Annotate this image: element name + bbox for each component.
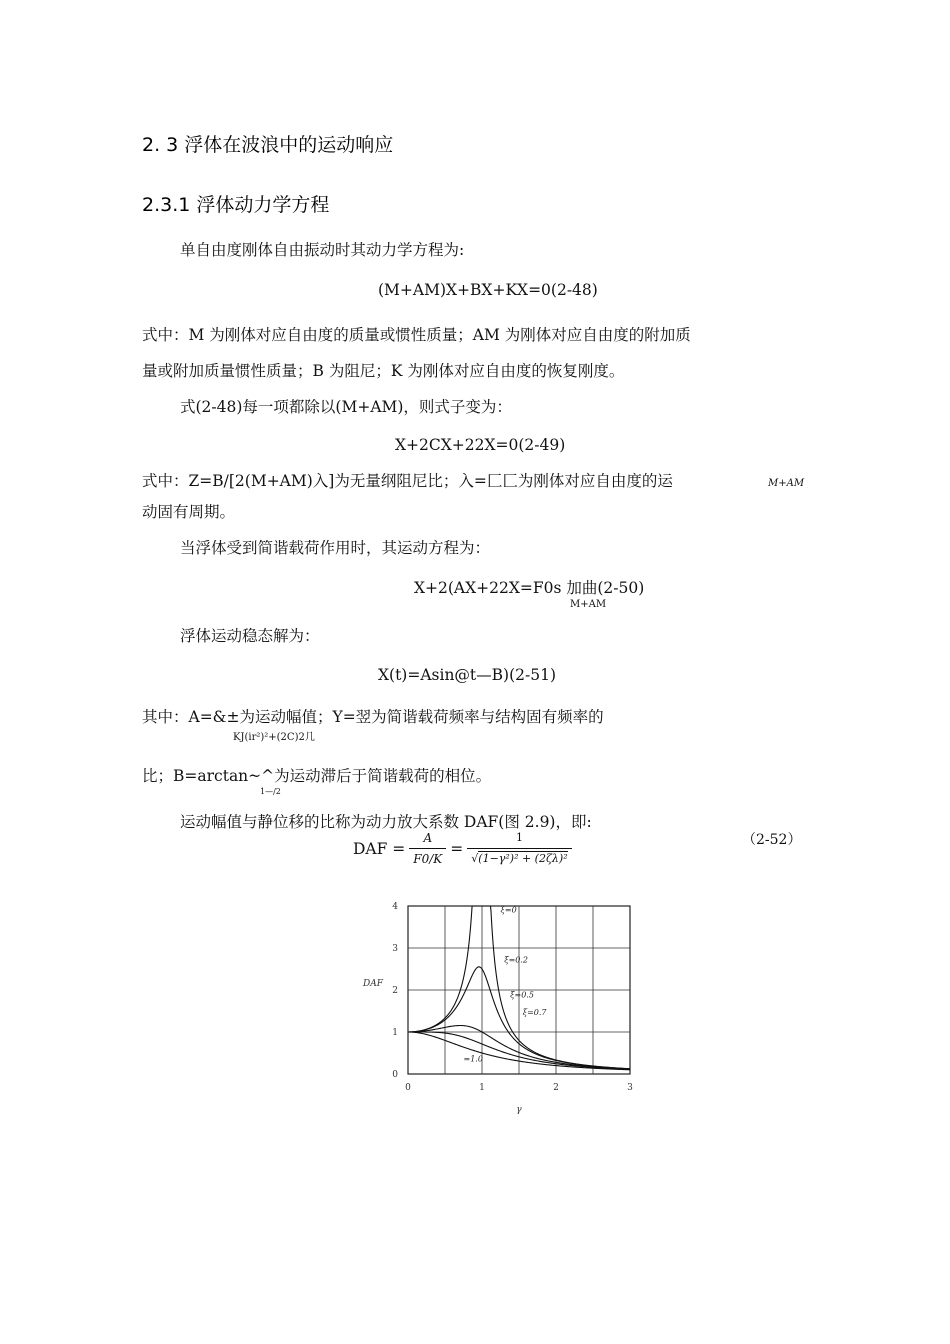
fraction-1-denominator: F0/K <box>413 852 443 866</box>
fraction-2-denominator: √(1−γ²)² + (2ζλ)² <box>471 852 568 865</box>
x-tick-label: 0 <box>405 1083 411 1093</box>
subsection-title: 2.3.1 浮体动力学方程 <box>142 194 330 216</box>
equation-2-50-subscript: M+AM <box>570 599 607 610</box>
y-tick-label: 2 <box>392 986 398 996</box>
fraction-1-numerator: A <box>409 828 446 849</box>
fraction-sqrt <box>467 828 571 869</box>
y-tick-label: 0 <box>392 1070 398 1080</box>
paragraph-3: 式(2-48)每一项都除以(M+AM)，则式子变为： <box>180 398 512 416</box>
chart-labels <box>362 902 633 1115</box>
equation-2-52-number: （2-52） <box>742 832 802 848</box>
paragraph-8-subscript: 1—/2 <box>260 787 281 796</box>
fraction-a-over-f0k <box>409 828 446 869</box>
equation-2-48: (M+AM)X+BX+KX=0(2-48) <box>378 281 598 299</box>
daf-lhs: DAF = <box>353 839 406 858</box>
paragraph-7-line-1: 其中：A=&±为运动幅值；Y=翌为简谐载荷频率与结构固有频率的 <box>142 708 604 726</box>
paragraph-4-line-1: 式中：Z=B/[2(M+AM)入]为无量纲阻尼比；入=匚匚为刚体对应自由度的运 <box>142 472 673 490</box>
x-tick-label: 2 <box>553 1083 559 1093</box>
paragraph-9: 运动幅值与静位移的比称为动力放大系数 DAF(图 2.9)，即: <box>180 813 592 831</box>
paragraph-4-line-2: 动固有周期。 <box>142 503 236 521</box>
y-axis-label: DAF <box>363 978 383 989</box>
x-tick-label: 1 <box>479 1083 485 1093</box>
equation-2-49: X+2CX+22X=0(2-49) <box>395 436 566 454</box>
y-tick-label: 1 <box>392 1028 398 1038</box>
equation-2-50: X+2(AX+22X=F0s 加曲(2-50) <box>414 579 645 597</box>
x-tick-label: 3 <box>627 1083 633 1093</box>
series-annotation: ξ=0 <box>500 905 517 915</box>
x-axis-label: γ <box>516 1105 522 1115</box>
equation-2-51: X(t)=Asin@t—B)(2-51) <box>378 666 557 684</box>
sqrt-radicand: (1−γ²)² + (2ζλ)² <box>478 852 568 865</box>
series-annotation: ξ=0.7 <box>522 1008 547 1018</box>
series-annotation: ξ=0.2 <box>504 955 529 965</box>
paragraph-4-side-note: M+AM <box>768 478 805 489</box>
series-annotation: ξ=0.5 <box>510 990 534 1000</box>
fraction-2-numerator: 1 <box>467 828 571 849</box>
paragraph-6: 浮体运动稳态解为： <box>180 627 320 645</box>
section-title: 2. 3 浮体在波浪中的运动响应 <box>142 134 394 156</box>
paragraph-1: 单自由度刚体自由振动时其动力学方程为: <box>180 241 465 259</box>
y-tick-label: 4 <box>392 902 398 912</box>
series-annotation: =1.0 <box>463 1054 483 1064</box>
paragraph-2-line-1: 式中：M 为刚体对应自由度的质量或惯性质量；AM 为刚体对应自由度的附加质 <box>142 326 691 344</box>
paragraph-5: 当浮体受到简谐载荷作用时，其运动方程为： <box>180 539 491 557</box>
equation-2-52 <box>353 828 572 869</box>
y-tick-label: 3 <box>392 944 398 954</box>
equals-sign: = <box>450 839 464 858</box>
paragraph-8-line-1: 比；B=arctan~^为运动滞后于简谐载荷的相位。 <box>142 767 492 785</box>
paragraph-7-subscript: KJ(ir²)²+(2C)2几 <box>233 732 315 743</box>
paragraph-2-line-2: 量或附加质量惯性质量；B 为阻尼；K 为刚体对应自由度的恢复刚度。 <box>142 362 625 380</box>
daf-chart <box>355 896 655 1126</box>
